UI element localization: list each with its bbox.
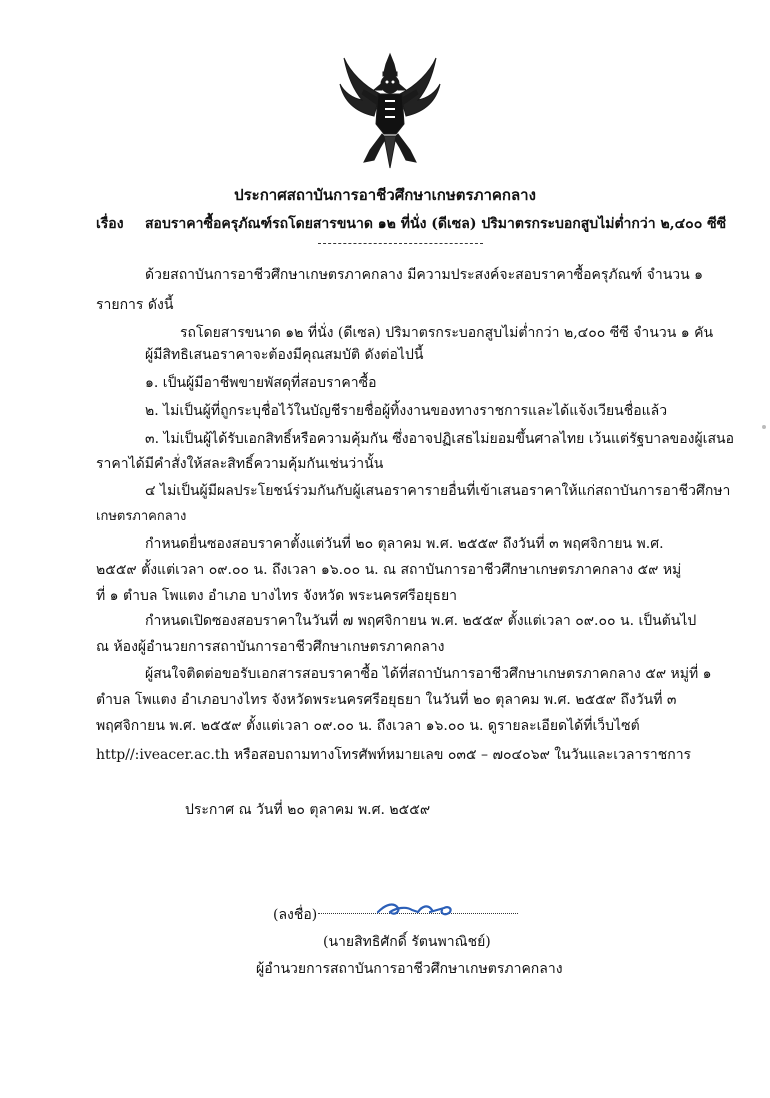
- qualification-2: ๒. ไม่เป็นผู้ที่ถูกระบุชื่อไว้ในบัญชีรายชื่อผู้ทิ้งงานของทางราชการและได้แจ้งเวียนชื่อแล้ว: [145, 403, 668, 419]
- announcement-title: ประกาศสถาบันการอาชีวศึกษาเกษตรภาคกลาง: [234, 186, 536, 204]
- handwritten-signature-icon: [372, 898, 462, 920]
- item-line: รถโดยสารขนาด ๑๒ ที่นั่ง (ดีเซล) ปริมาตรกระบอกสูบไม่ต่ำกว่า ๒,๔๐๐ ซีซี จำนวน ๑ คัน: [180, 325, 714, 341]
- contact-line-3: พฤศจิกายน พ.ศ. ๒๕๕๙ ตั้งแต่เวลา ๐๙.๐๐ น. ถึงเวลา ๑๖.๐๐ น. ดูรายละเอียดได้ที่เว็บไซต์: [96, 718, 640, 734]
- submit-line-1: กำหนดยื่นซองสอบราคาตั้งแต่วันที่ ๒๐ ตุลาคม พ.ศ. ๒๕๕๙ ถึงวันที่ ๓ พฤศจิกายน พ.ศ.: [145, 536, 664, 552]
- submit-line-2: ๒๕๕๙ ตั้งแต่เวลา ๐๙.๐๐ น. ถึงเวลา ๑๖.๐๐ น. ณ สถาบันการอาชีวศึกษาเกษตรภาคกลาง ๕๙ หมู่: [96, 562, 682, 578]
- subject-label: เรื่อง: [96, 216, 124, 232]
- subject-text: สอบราคาซื้อครุภัณฑ์รถโดยสารขนาด ๑๒ ที่นั่ง (ดีเซล) ปริมาตรกระบอกสูบไม่ต่ำกว่า ๒,๔๐๐ ซีซี: [145, 216, 727, 232]
- qualification-4-line-1: ๔ ไม่เป็นผู้มีผลประโยชน์ร่วมกันกับผู้เสนอราคารายอื่นที่เข้าเสนอราคาให้แก่สถาบันการอาชีวศึกษา: [145, 483, 731, 499]
- header-separator: [318, 243, 483, 244]
- contact-line-2: ตำบล โพแตง อำเภอบางไทร จังหวัดพระนครศรีอยุธยา ในวันที่ ๒๐ ตุลาคม พ.ศ. ๒๕๕๙ ถึงวันที่ ๓: [96, 692, 677, 708]
- qualification-4-line-2: เกษตรภาคกลาง: [96, 509, 187, 524]
- contact-line-4: http//:iveacer.ac.th หรือสอบถามทางโทรศัพท์หมายเลข ๐๓๕ – ๗๐๔๐๖๙ ในวันและเวลาราชการ: [96, 747, 692, 763]
- signer-name: (นายสิทธิศักดิ์ รัตนพาณิชย์): [323, 934, 491, 950]
- sign-label: (ลงชื่อ): [273, 907, 318, 923]
- qualification-3-line-2: ราคาได้มีคำสั่งให้สละสิทธิ์ความคุ้มกันเช่นว่านั้น: [96, 456, 384, 472]
- open-line-2: ณ ห้องผู้อำนวยการสถาบันการอาชีวศึกษาเกษตรภาคกลาง: [96, 639, 445, 655]
- signer-position: ผู้อำนวยการสถาบันการอาชีวศึกษาเกษตรภาคกลาง: [256, 961, 563, 977]
- scan-speck: [762, 425, 766, 429]
- open-line-1: กำหนดเปิดซองสอบราคาในวันที่ ๗ พฤศจิกายน พ.ศ. ๒๕๕๙ ตั้งแต่เวลา ๐๙.๐๐ น. เป็นต้นไป: [145, 613, 697, 629]
- qualification-heading: ผู้มีสิทธิเสนอราคาจะต้องมีคุณสมบัติ ดังต่อไปนี้: [145, 347, 424, 363]
- garuda-emblem-icon: [334, 50, 446, 172]
- qualification-1: ๑. เป็นผู้มีอาชีพขายพัสดุที่สอบราคาซื้อ: [145, 375, 377, 391]
- intro-line-2: รายการ ดังนี้: [96, 297, 174, 313]
- contact-line-1: ผู้สนใจติดต่อขอรับเอกสารสอบราคาซื้อ ได้ที่สถาบันการอาชีวศึกษาเกษตรภาคกลาง ๕๙ หมู่ที่ ๑: [145, 666, 712, 682]
- submit-line-3: ที่ ๑ ตำบล โพแตง อำเภอ บางไทร จังหวัด พระนครศรีอยุธยา: [96, 588, 458, 604]
- qualification-3-line-1: ๓. ไม่เป็นผู้ได้รับเอกสิทธิ์หรือความคุ้มกัน ซึ่งอาจปฏิเสธไม่ยอมขึ้นศาลไทย เว้นแต่รัฐบาลของผู้เสนอ: [145, 431, 734, 447]
- announce-date: ประกาศ ณ วันที่ ๒๐ ตุลาคม พ.ศ. ๒๕๕๙: [185, 802, 431, 818]
- intro-line-1: ด้วยสถาบันการอาชีวศึกษาเกษตรภาคกลาง มีความประสงค์จะสอบราคาซื้อครุภัณฑ์ จำนวน ๑: [145, 267, 704, 283]
